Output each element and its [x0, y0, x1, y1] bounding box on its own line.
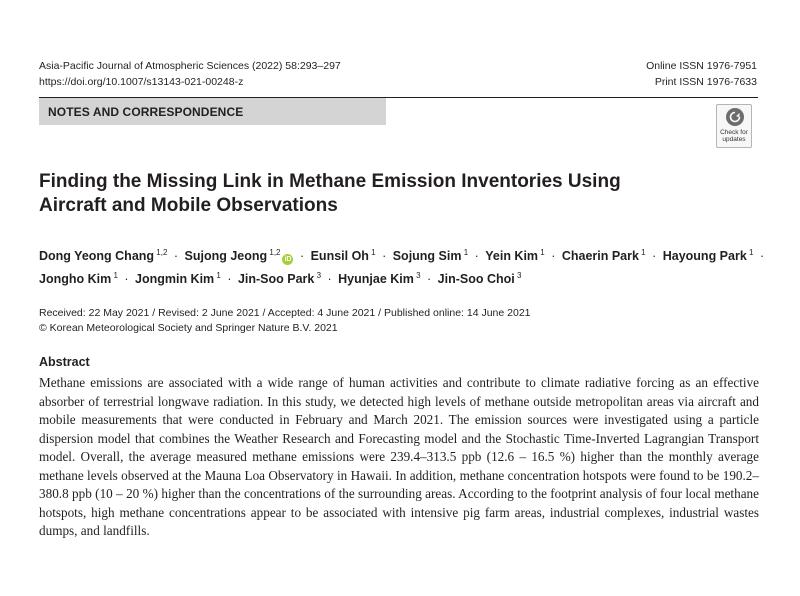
journal-header: [39, 58, 341, 90]
author-separator: ·: [423, 272, 435, 286]
author-name[interactable]: Jin-Soo Choi: [437, 272, 515, 286]
article-title: Finding the Missing Link in Methane Emission Inventories Using Aircraft and Mobile Observations: [39, 171, 621, 216]
author-affiliation: 1,2: [267, 248, 281, 257]
author-separator: ·: [120, 272, 132, 286]
copyright-notice: © Korean Meteorological Society and Springer Nature B.V. 2021: [39, 322, 338, 334]
journal-citation: Asia-Pacific Journal of Atmospheric Sciences (2022) 58:293–297: [39, 60, 341, 72]
doi-link[interactable]: https://doi.org/10.1007/s13143-021-00248-z: [39, 76, 244, 88]
author-separator: ·: [471, 249, 483, 263]
print-issn: Print ISSN 1976-7633: [654, 76, 757, 88]
author-affiliation: 3: [413, 271, 421, 280]
author-affiliation: 1: [111, 271, 118, 280]
author-name[interactable]: Jongmin Kim: [135, 272, 215, 286]
author-separator: ·: [756, 249, 765, 263]
issn-block: [646, 58, 757, 90]
author-affiliation: 3: [314, 271, 322, 280]
author-name[interactable]: Sujong Jeong: [184, 249, 268, 263]
check-badge-line2: updates: [722, 136, 746, 143]
author-name[interactable]: Hayoung Park: [662, 249, 747, 263]
section-label: NOTES AND CORRESPONDENCE: [48, 105, 244, 119]
author-affiliation: 1,2: [154, 248, 168, 257]
check-for-updates-badge[interactable]: [716, 104, 752, 148]
author-name[interactable]: Dong Yeong Chang: [39, 249, 155, 263]
author-separator: ·: [547, 249, 559, 263]
author-affiliation: 1: [461, 248, 469, 257]
author-list: [39, 243, 769, 289]
author-affiliation: 1: [538, 248, 545, 257]
abstract-body: Methane emissions are associated with a wide range of human activities and contribute to climate radiative forcing as an effective absorber of terrestrial longwave radiation. In this study, we detected high levels of methane outside metropolitan areas via aircraft and mobile measurements that were conducted in February and March 2021. The emission sources were investigated using a particle dispersion model that combines the Weather Research and Forecasting model and the Stochastic Time-Inverted Lagrangian Transport model. Overall, the average measured methane emissions were 239.4–313.5 ppb (12.6 – 16.5 %) higher than the monthly average methane levels observed at the Mauna Loa Observatory in Hawaii. In addition, methane concentration hotspots were found to be 190.2–380.8 ppb (10 – 20 %) higher than the concentrations of the surrounding areas. According to the footprint analysis of four local methane hotspots, high methane concentrations appear to be associated with intensive pig farm areas, industrial complexes, industrial wastes dumps, and landfills.: [39, 375, 759, 538]
author-separator: ·: [378, 249, 390, 263]
author-name[interactable]: Chaerin Park: [561, 249, 639, 263]
check-updates-icon: [726, 108, 744, 126]
publication-dates: [39, 306, 531, 336]
author-name[interactable]: Jin-Soo Park: [237, 272, 315, 286]
author-separator: ·: [648, 249, 660, 263]
author-affiliation: 3: [514, 271, 522, 280]
online-issn: Online ISSN 1976-7951: [646, 60, 757, 72]
author-separator: ·: [223, 272, 235, 286]
author-separator: ·: [170, 249, 182, 263]
orcid-icon[interactable]: iD: [284, 256, 292, 263]
author-name[interactable]: Hyunjae Kim: [338, 272, 414, 286]
author-affiliation: 1: [638, 248, 646, 257]
author-affiliation: 1: [368, 248, 376, 257]
author-affiliation: 1: [746, 248, 754, 257]
author-name[interactable]: Eunsil Oh: [310, 249, 369, 263]
author-separator: ·: [296, 249, 308, 263]
author-name[interactable]: Jongho Kim: [39, 272, 112, 286]
abstract-heading: Abstract: [39, 355, 90, 369]
history-dates: Received: 22 May 2021 / Revised: 2 June 2021 / Accepted: 4 June 2021 / Published online: 14 June 2021: [39, 307, 531, 319]
author-name[interactable]: Sojung Sim: [392, 249, 462, 263]
author-affiliation: 1: [214, 271, 221, 280]
author-separator: ·: [324, 272, 336, 286]
author-name[interactable]: Yein Kim: [485, 249, 539, 263]
check-badge-line1: Check for: [720, 129, 748, 136]
